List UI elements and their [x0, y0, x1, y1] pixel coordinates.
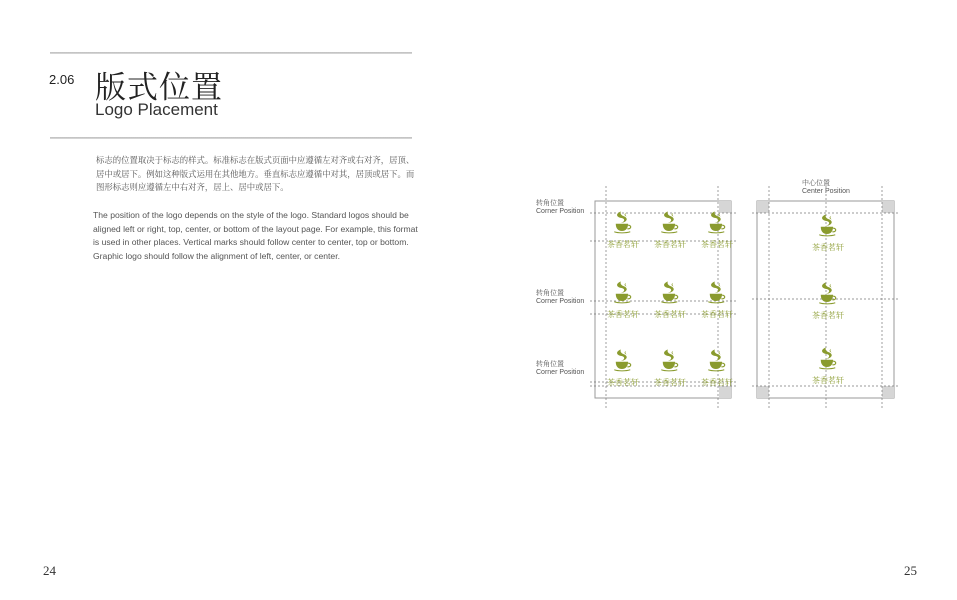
page-number-left: 24: [43, 563, 56, 578]
logo-text: 茶香茗轩: [654, 378, 686, 387]
logo-text: 茶香茗轩: [701, 310, 733, 319]
center-label-cn: 中心位置: [802, 180, 830, 187]
logo-mark: [607, 349, 639, 387]
logo-mark: [812, 282, 844, 320]
logo-text: 茶香茗轩: [654, 240, 686, 249]
logo-mark: [607, 281, 639, 319]
logo-text: 茶香茗轩: [812, 311, 844, 320]
page-title-cn: 版式位置: [95, 70, 223, 105]
logo-mark: [654, 349, 686, 387]
logo-text: 茶香茗轩: [607, 240, 639, 249]
body-text-cn: 标志的位置取决于标志的样式。标准标志在版式页面中应遵循左对齐或右对齐，居顶、居中或居下。例如这种版式运用在其他地方。垂直标志应遵循中对其，居顶或居下。而图形标志则应遵循左中右对齐，居上、居中或居下。: [96, 155, 415, 192]
page-title-en: Logo Placement: [95, 100, 218, 119]
page-number-right: 25: [904, 563, 917, 578]
corner-label-bottom-cn: 转角位置: [536, 361, 564, 368]
body-text-en: The position of the logo depends on the style of the logo. Standard logos should be aligned left or right, top, center, or bottom of the layout page. For example, this format is used in other places. Vertical marks should follow center to center, top or bottom. Graphic logo should follow the alignment of left, center, or center.: [93, 210, 418, 261]
logo-text: 茶香茗轩: [701, 240, 733, 249]
logo-mark: [812, 347, 844, 385]
logo-mark: [654, 281, 686, 319]
logo-text: 茶香茗轩: [654, 310, 686, 319]
corner-label-top-en: Corner Position: [536, 208, 585, 215]
corner-label-top-cn: 转角位置: [536, 200, 564, 207]
section-number: 2.06: [49, 72, 75, 87]
logo-text: 茶香茗轩: [812, 376, 844, 385]
logo-mark: [701, 211, 733, 249]
logo-text: 茶香茗轩: [607, 310, 639, 319]
logo-mark: [701, 349, 733, 387]
corner-label-middle-cn: 转角位置: [536, 290, 564, 297]
logo-text: 茶香茗轩: [701, 378, 733, 387]
logo-text: 茶香茗轩: [607, 378, 639, 387]
logo-mark: [812, 214, 844, 252]
corner-label-bottom-en: Corner Position: [536, 369, 585, 376]
logo-text: 茶香茗轩: [812, 243, 844, 252]
corner-label-middle-en: Corner Position: [536, 298, 585, 305]
logo-mark: [654, 211, 686, 249]
center-label-en: Center Position: [802, 188, 850, 195]
logo-mark: [701, 281, 733, 319]
logo-mark: [607, 211, 639, 249]
